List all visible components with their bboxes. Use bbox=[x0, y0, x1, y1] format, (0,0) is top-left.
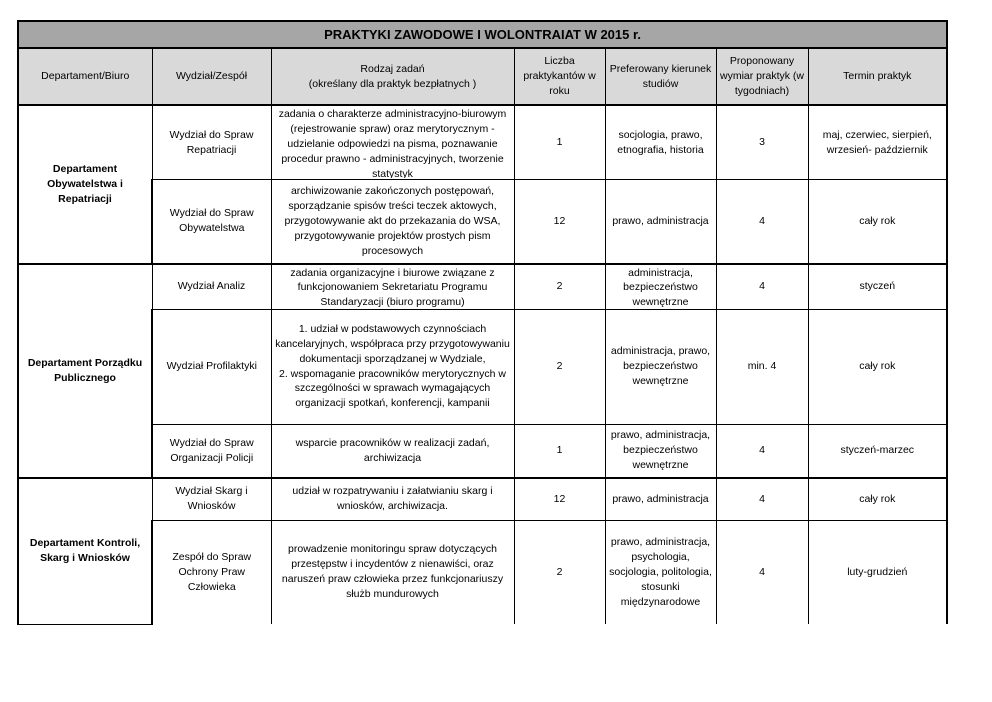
field-cell bbox=[605, 264, 716, 310]
count-cell bbox=[514, 520, 605, 624]
field-cell bbox=[605, 105, 716, 180]
field-cell-text: administracja, bezpieczeństwo wewnętrzne bbox=[623, 266, 698, 308]
term-cell-text: styczeń-marzec bbox=[840, 444, 915, 457]
unit-cell-text: Wydział do Spraw Obywatelstwa bbox=[169, 207, 254, 235]
table-row bbox=[18, 180, 947, 264]
table-row bbox=[18, 478, 947, 520]
count-cell bbox=[514, 424, 605, 478]
header-department: Departament/Biuro bbox=[18, 48, 152, 105]
term-cell-text: styczeń bbox=[859, 280, 896, 293]
weeks-cell-text: 4 bbox=[759, 280, 765, 293]
term-cell-text: cały rok bbox=[859, 360, 896, 373]
unit-cell-text: Wydział Profilaktyki bbox=[166, 360, 257, 373]
weeks-cell-text: 4 bbox=[759, 214, 765, 227]
field-cell-text: administracja, prawo, bezpieczeństwo wewnętrzne bbox=[610, 345, 711, 387]
table-row bbox=[18, 520, 947, 624]
department-cell: Departament Kontroli, Skarg i Wniosków bbox=[18, 478, 152, 624]
unit-cell-text: Wydział do Spraw Repatriacji bbox=[169, 128, 254, 156]
count-cell-text: 12 bbox=[553, 214, 566, 227]
tasks-cell bbox=[271, 520, 514, 624]
count-cell bbox=[514, 180, 605, 264]
term-cell-text: cały rok bbox=[859, 492, 896, 505]
tasks-cell bbox=[271, 309, 514, 424]
internship-table bbox=[17, 20, 948, 625]
count-cell-text: 1 bbox=[556, 136, 563, 149]
weeks-cell bbox=[716, 105, 808, 180]
field-cell-text: prawo, administracja bbox=[612, 214, 709, 227]
tasks-cell bbox=[271, 264, 514, 310]
count-cell-text: 12 bbox=[553, 492, 566, 505]
count-cell bbox=[514, 105, 605, 180]
weeks-cell bbox=[716, 180, 808, 264]
tasks-cell-text: wsparcie pracowników w realizacji zadań, archiwizacja bbox=[295, 436, 490, 464]
tasks-cell-text: udział w rozpatrywaniu i załatwianiu skarg i wniosków, archiwizacja. bbox=[292, 485, 493, 513]
header-tasks: Rodzaj zadań (określany dla praktyk bezpłatnych ) bbox=[271, 48, 514, 105]
term-cell bbox=[808, 309, 947, 424]
weeks-cell-text: 4 bbox=[759, 492, 765, 505]
weeks-cell-text: 3 bbox=[759, 136, 765, 149]
field-cell bbox=[605, 424, 716, 478]
tasks-cell-text: zadania o charakterze administracyjno-biurowym (rejestrowanie spraw) oraz merytorycznym - udzielanie odpowiedzi na pisma, poznawanie procedur prawno - administracyjnych, tworzenie statystyk bbox=[278, 108, 507, 178]
tasks-cell bbox=[271, 424, 514, 478]
tasks-cell-text: zadania organizacyjne i biurowe związane z funkcjonowaniem Sekretariatu Programu Standaryzacji (biuro programu) bbox=[290, 266, 495, 308]
department-cell: Departament Porządku Publicznego bbox=[18, 264, 152, 479]
table-row bbox=[18, 264, 947, 310]
weeks-cell bbox=[716, 520, 808, 624]
unit-cell bbox=[152, 180, 271, 264]
field-cell bbox=[605, 478, 716, 520]
count-cell bbox=[514, 309, 605, 424]
weeks-cell-text: 4 bbox=[759, 444, 765, 457]
unit-cell bbox=[152, 105, 271, 180]
field-cell bbox=[605, 520, 716, 624]
count-cell-text: 1 bbox=[556, 444, 563, 457]
weeks-cell bbox=[716, 478, 808, 520]
header-unit: Wydział/Zespół bbox=[152, 48, 271, 105]
count-cell bbox=[514, 264, 605, 310]
field-cell-text: prawo, administracja, bezpieczeństwo wewnętrzne bbox=[610, 429, 711, 472]
unit-cell-text: Wydział Analiz bbox=[177, 280, 246, 293]
table-title: PRAKTYKI ZAWODOWE I WOLONTRAIAT W 2015 r. bbox=[18, 21, 947, 48]
tasks-cell bbox=[271, 105, 514, 180]
term-cell bbox=[808, 520, 947, 624]
field-cell-text: prawo, administracja, psychologia, socjologia, politologia, stosunki międzynarodowe bbox=[609, 535, 712, 608]
term-cell bbox=[808, 264, 947, 310]
field-cell-text: prawo, administracja bbox=[612, 492, 709, 505]
unit-cell bbox=[152, 309, 271, 424]
count-cell-text: 2 bbox=[556, 280, 563, 293]
unit-cell-text: Zespół do Spraw Ochrony Praw Człowieka bbox=[172, 550, 252, 593]
unit-cell bbox=[152, 520, 271, 624]
tasks-cell bbox=[271, 478, 514, 520]
field-cell-text: socjologia, prawo, etnografia, historia bbox=[617, 128, 704, 156]
weeks-cell bbox=[716, 424, 808, 478]
header-count: Liczba praktykantów w roku bbox=[514, 48, 605, 105]
unit-cell-text: Wydział do Spraw Organizacji Policji bbox=[169, 436, 254, 464]
term-cell bbox=[808, 180, 947, 264]
term-cell bbox=[808, 424, 947, 478]
weeks-cell bbox=[716, 309, 808, 424]
weeks-cell bbox=[716, 264, 808, 310]
term-cell bbox=[808, 105, 947, 180]
header-term: Termin praktyk bbox=[808, 48, 947, 105]
count-cell-text: 2 bbox=[556, 565, 563, 578]
tasks-cell-text: prowadzenie monitoringu spraw dotyczących przestępstw i incydentów z nienawiści, oraz naruszeń praw człowieka przez funkcjonariuszy służb mundurowych bbox=[281, 543, 504, 601]
table-row bbox=[18, 424, 947, 478]
term-cell-text: luty-grudzień bbox=[847, 565, 908, 578]
unit-cell bbox=[152, 264, 271, 310]
unit-cell bbox=[152, 424, 271, 478]
header-weeks: Proponowany wymiar praktyk (w tygodniach) bbox=[716, 48, 808, 105]
table-row bbox=[18, 105, 947, 180]
term-cell-text: maj, czerwiec, sierpień, wrzesień- październik bbox=[822, 128, 932, 156]
term-cell bbox=[808, 478, 947, 520]
header-field: Preferowany kierunek studiów bbox=[605, 48, 716, 105]
table-row bbox=[18, 309, 947, 424]
weeks-cell-text: 4 bbox=[759, 565, 765, 578]
term-cell-text: cały rok bbox=[859, 214, 896, 227]
weeks-cell-text: min. 4 bbox=[747, 360, 777, 373]
unit-cell-text: Wydział Skarg i Wniosków bbox=[175, 485, 248, 513]
tasks-cell bbox=[271, 180, 514, 264]
tasks-cell-text: archiwizowanie zakończonych postępowań, sporządzanie spisów treści teczek aktowych, przygotowywanie akt do przekazania do WSA, przygotowywanie projektów prostych pism procesowych bbox=[284, 184, 501, 257]
count-cell bbox=[514, 478, 605, 520]
count-cell-text: 2 bbox=[556, 360, 563, 373]
unit-cell bbox=[152, 478, 271, 520]
tasks-cell-text: 1. udział w podstawowych czynnościach kancelaryjnych, współpraca przy przygotowywaniu dokumentacji sporządzanej w Wydziale, 2. wspomaganie pracowników merytorycznych w szczególności w sprawach wymagających organizacji spotkań, konferencji, kampanii bbox=[275, 322, 510, 410]
field-cell bbox=[605, 309, 716, 424]
field-cell bbox=[605, 180, 716, 264]
department-cell: Departament Obywatelstwa i Repatriacji bbox=[18, 105, 152, 264]
